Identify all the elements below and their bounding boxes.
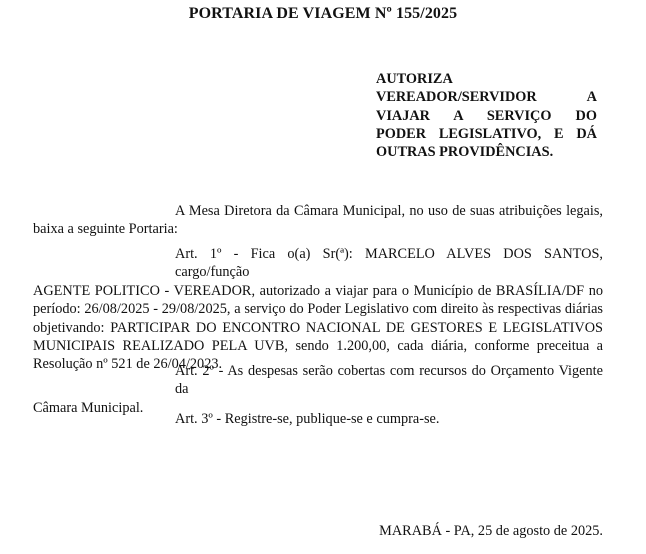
article-1-line: AGENTE POLITICO - VEREADOR, autorizado a viajar para o Município de BRASÍLIA/DF no [33,282,603,299]
article-1-line: Art. 1º - Fica o(a) Sr(ª): MARCELO ALVES DOS SANTOS, cargo/função [175,246,603,281]
document-title: PORTARIA DE VIAGEM Nº 155/2025 [188,5,458,22]
article-1-line: MUNICIPAIS REALIZADO PELA UVB, sendo 1.200,00, cada diária, conforme preceitua a [33,338,603,355]
article-1-line: período: 26/08/2025 - 29/08/2025, a serviço do Poder Legislativo com direito às respectivas diárias [33,301,603,318]
ementa-line: PODER LEGISLATIVO, E DÁ [376,125,597,142]
preamble-line: A Mesa Diretora da Câmara Municipal, no uso de suas atribuições legais, [175,203,603,219]
article-2-paragraph [33,362,603,417]
article-1-paragraph [33,245,603,374]
ementa-line: VEREADOR/SERVIDOR A [376,89,597,106]
preamble-line: baixa a seguinte Portaria: [33,221,178,238]
place-and-date: MARABÁ - PA, 25 de agosto de 2025. [379,523,603,539]
ementa-line: VIAJAR A SERVIÇO DO [376,107,597,124]
ementa-line: OUTRAS PROVIDÊNCIAS. [376,144,554,161]
article-2-line: Câmara Municipal. [33,399,144,416]
article-1-line: Resolução nº 521 de 26/04/2023. [33,356,223,373]
article-3-paragraph [33,410,603,428]
ementa-block [376,70,597,161]
preamble-paragraph [33,202,603,239]
ementa-line: AUTORIZA [376,71,453,87]
article-3-line: Art. 3º - Registre-se, publique-se e cumpra-se. [175,411,440,427]
article-1-line: objetivando: PARTICIPAR DO ENCONTRO NACIONAL DE GESTORES E LEGISLATIVOS [33,319,603,336]
article-2-line: Art. 2º - As despesas serão cobertas com recursos do Orçamento Vigente da [175,363,603,398]
